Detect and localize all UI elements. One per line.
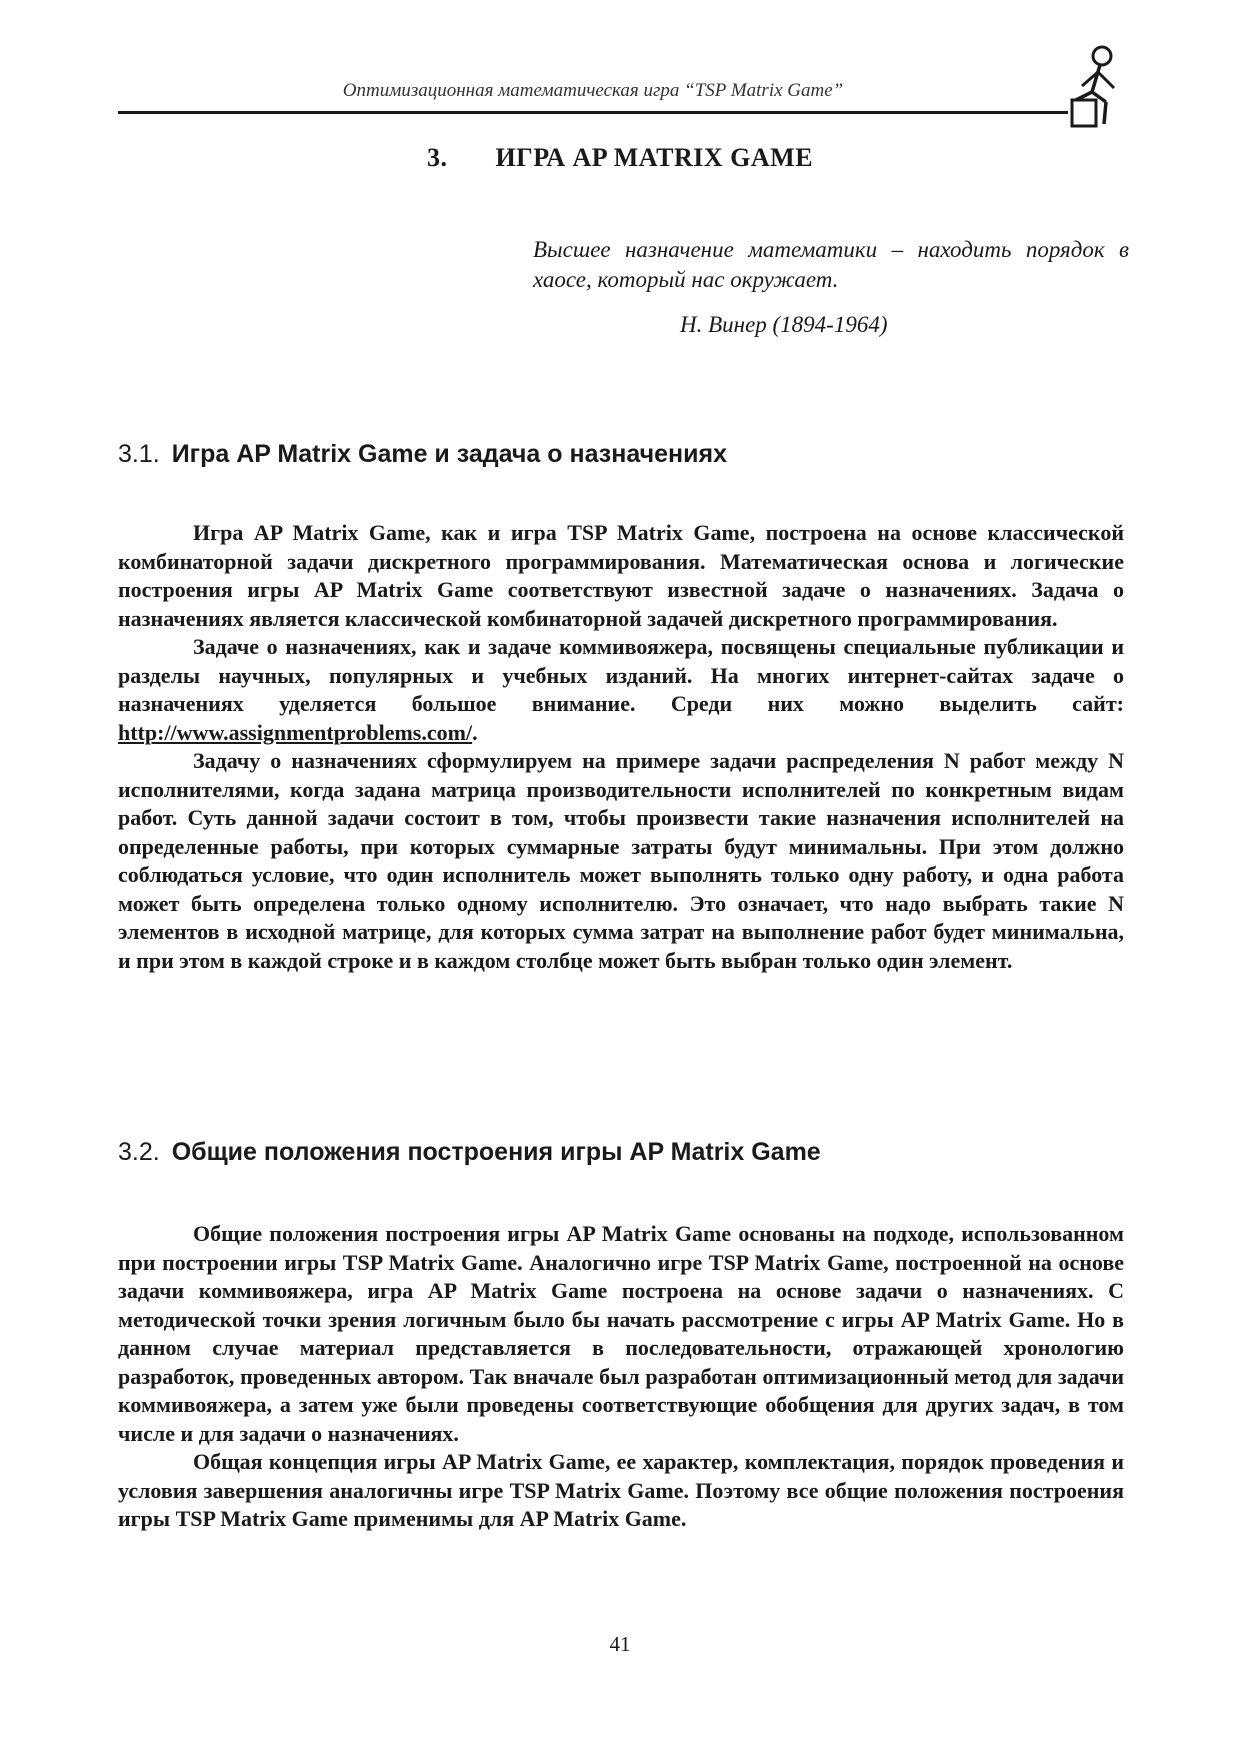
- section-number: 3.2.: [118, 1138, 160, 1166]
- section-3-2-body: [118, 1220, 1124, 1534]
- paragraph: Общая концепция игры AP Matrix Game, ее характер, комплектация, порядок проведения и условия завершения аналогичны игре TSP Matrix Game. Поэтому все общие положения построения игры TSP Matrix Game применимы для AP Matrix Game.: [118, 1449, 1124, 1531]
- header-rule: [118, 111, 1068, 114]
- section-heading-3-2: [118, 1138, 821, 1167]
- paragraph: Игра AP Matrix Game, как и игра TSP Matrix Game, построена на основе классической комбинаторной задачи дискретного программирования. Математическая основа и логические построения игры AP Matrix Game соответствуют известной задаче о назначениях. Задача о назначениях является классической комбинаторной задачей дискретного программирования.: [118, 520, 1124, 631]
- chapter-title-text: ИГРА AP MATRIX GAME: [495, 143, 814, 172]
- paragraph: Задачу о назначениях сформулируем на примере задачи распределения N работ между N исполнителями, когда задана матрица производительности исполнителей по конкретным видам работ. Суть данной задачи состоит в том, чтобы произвести такие назначения исполнителей на определенные работы, при которых суммарные затраты будут минимальны. При этом должно соблюдаться условие, что один исполнитель может выполнять только одну работу, и одна работа может быть определена только одному исполнителю. Это означает, что надо выбрать такие N элементов в исходной матрице, для которых сумма затрат на выполнение работ будет минимальна, и при этом в каждой строке и в каждом столбце может быть выбран только один элемент.: [118, 748, 1124, 973]
- website-link[interactable]: http://www.assignmentproblems.com/: [118, 719, 473, 745]
- section-3-1-body: [118, 519, 1124, 975]
- section-title: Игра AP Matrix Game и задача о назначениях: [171, 440, 727, 468]
- paragraph: Задаче о назначениях, как и задаче коммивояжера, посвящены специальные публикации и разделы научных, популярных и учебных изданий. На многих интернет-сайтах задаче о назначениях уделяется большое внимание. Среди них можно выделить сайт: http://www.assignmentproblems.com/.: [118, 634, 1124, 745]
- chapter-number: 3.: [426, 143, 448, 172]
- chapter-title: [0, 143, 1240, 173]
- stick-figure-icon: [1070, 44, 1140, 144]
- paragraph: Общие положения построения игры AP Matrix Game основаны на подходе, использованном при построении игры TSP Matrix Game. Аналогично игре TSP Matrix Game, построенной на основе задачи коммивояжера, игра AP Matrix Game построена на основе задачи о назначениях. С методической точки зрения логичным было бы начать рассмотрение с игры AP Matrix Game. Но в данном случае материал представляется в последовательности, отражающей хронологию разработок, проведенных автором. Так вначале был разработан оптимизационный метод для задачи коммивояжера, а затем уже были проведены соответствующие обобщения для других задач, в том числе и для задачи о назначениях.: [118, 1221, 1124, 1446]
- page-number: 41: [609, 1632, 631, 1656]
- epigraph-author: Н. Винер (1894-1964): [680, 312, 888, 337]
- section-heading-3-1: [118, 440, 727, 469]
- section-number: 3.1.: [118, 440, 160, 468]
- epigraph-quote: Высшее назначение математики – находить порядок в хаосе, который нас окружает.: [533, 237, 1129, 292]
- running-header: Оптимизационная математическая игра “TSP Matrix Game”: [342, 80, 844, 101]
- section-title: Общие положения построения игры AP Matrix Game: [171, 1138, 821, 1166]
- paragraph-text: Задаче о назначениях, как и задаче коммивояжера, посвящены специальные публикации и разделы научных, популярных и учебных изданий. На многих интернет-сайтах задаче о назначениях уделяется большое внимание. Среди них можно выделить сайт:: [118, 634, 1124, 716]
